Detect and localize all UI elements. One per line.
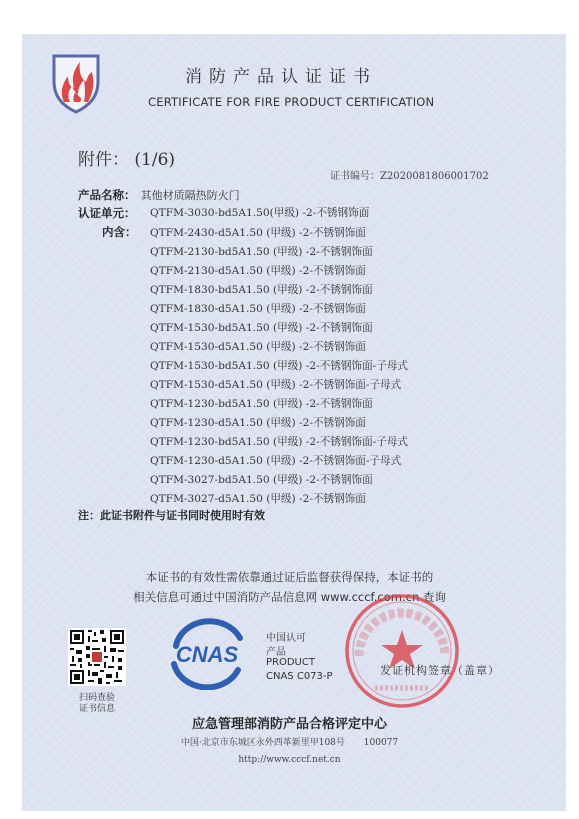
address-text: 中国·北京市东城区永外西革新里甲108号 <box>180 738 345 748</box>
product-name-value: 其他材质隔热防火门 <box>140 189 240 202</box>
cert-unit-first-model: QTFM-3030-bd5A1.50(甲级) -2-不锈钢饰面 <box>150 207 370 219</box>
list-item: QTFM-1230-d5A1.50 (甲级) -2-不锈钢饰面-子母式 <box>150 455 402 467</box>
list-item: QTFM-3027-bd5A1.50 (甲级) -2-不锈钢饰面 <box>150 474 373 486</box>
annex-label <box>78 145 175 170</box>
postcode-text: 100077 <box>363 738 399 748</box>
product-name-label: 产品名称： <box>78 188 136 202</box>
list-item: QTFM-1230-bd5A1.50 (甲级) -2-不锈钢饰面 <box>150 398 373 410</box>
validity-line-2: 相关信息可通过中国消防产品信息网 www.cccf.com.cn 查询 <box>133 590 446 604</box>
certificate-title-cn: 消防产品认证证书 <box>185 67 377 87</box>
annex-text: 附件： <box>78 150 129 170</box>
list-item: QTFM-2130-d5A1.50 (甲级) -2-不锈钢饰面 <box>150 265 366 277</box>
list-item: QTFM-2430-d5A1.50 (甲级) -2-不锈钢饰面 <box>150 227 366 239</box>
validity-line-1: 本证书的有效性需依靠通过证后监督获得保持，本证书的 <box>145 570 434 584</box>
product-name-row <box>78 184 240 203</box>
list-item: QTFM-1230-bd5A1.50 (甲级) -2-不锈钢饰面-子母式 <box>150 436 409 448</box>
issuing-organization: 应急管理部消防产品合格评定中心 <box>191 717 387 732</box>
qr-caption-line-2: 证书信息 <box>78 704 115 714</box>
organization-address <box>0 735 579 748</box>
issuer-signature-label: 发证机构签章（盖章） <box>380 664 500 677</box>
accreditation-line-4: CNAS C073-P <box>266 671 333 682</box>
accreditation-line-3: PRODUCT <box>266 657 315 668</box>
cnas-logo-text: CNAS <box>175 642 239 667</box>
accreditation-line-2: 产品 <box>266 647 286 658</box>
validity-note: 注：此证书附件与证书同时使用时有效 <box>78 509 265 522</box>
annex-page: (1/6) <box>134 150 176 170</box>
cnas-logo-icon <box>162 616 252 690</box>
list-item: QTFM-3027-d5A1.50 (甲级) -2-不锈钢饰面 <box>150 493 366 505</box>
flame-shield-logo-icon <box>48 52 104 114</box>
contains-label: 内含： <box>102 225 137 239</box>
list-item: QTFM-1230-d5A1.50 (甲级) -2-不锈钢饰面 <box>150 417 366 429</box>
certificate-title-en: CERTIFICATE FOR FIRE PRODUCT CERTIFICATION <box>148 95 435 109</box>
list-item: QTFM-1530-bd5A1.50 (甲级) -2-不锈钢饰面-子母式 <box>150 360 409 372</box>
list-item: QTFM-1530-d5A1.50 (甲级) -2-不锈钢饰面-子母式 <box>150 379 402 391</box>
qr-caption-line-1: 扫码查验 <box>78 693 115 703</box>
list-item: QTFM-1530-bd5A1.50 (甲级) -2-不锈钢饰面 <box>150 322 373 334</box>
cert-unit-label: 认证单元： <box>78 206 136 220</box>
list-item: QTFM-1830-bd5A1.50 (甲级) -2-不锈钢饰面 <box>150 284 373 296</box>
model-list <box>150 224 408 509</box>
list-item: QTFM-1830-d5A1.50 (甲级) -2-不锈钢饰面 <box>150 303 366 315</box>
qr-code-icon <box>68 628 126 686</box>
accreditation-line-1: 中国认可 <box>266 633 306 644</box>
certificate-number: 证书编号：Z2020081806001702 <box>330 171 489 182</box>
organization-url: http://www.cccf.net.cn <box>238 755 341 765</box>
red-official-seal-icon <box>343 592 461 710</box>
list-item: QTFM-1530-d5A1.50 (甲级) -2-不锈钢饰面 <box>150 341 366 353</box>
list-item: QTFM-2130-bd5A1.50 (甲级) -2-不锈钢饰面 <box>150 246 373 258</box>
